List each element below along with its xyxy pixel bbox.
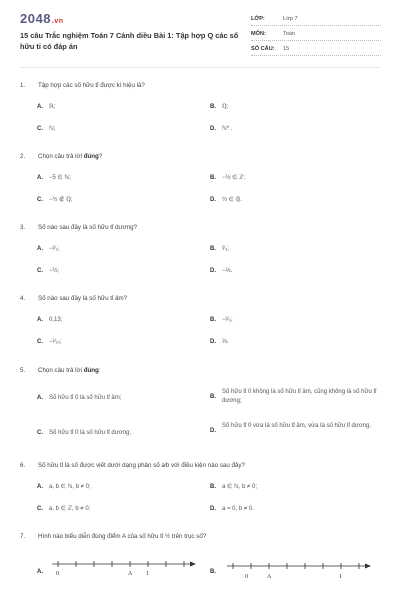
- axis-label-0: 0: [56, 571, 59, 577]
- question-text: 6. Số hữu tỉ là số được viết dưới dạng phân số a⁄b với điều kiện nào sau đây?: [20, 462, 245, 469]
- option-a[interactable]: A. Số hữu tỉ 0 là số hữu tỉ âm;: [37, 395, 122, 401]
- option-c[interactable]: C. −¹⁄₁₀;: [37, 339, 62, 345]
- option-b[interactable]: B. ℚ;: [210, 104, 229, 110]
- option-b[interactable]: B. −½ ∈ ℤ;: [210, 175, 246, 181]
- axis-label-point-a: A: [267, 574, 272, 580]
- question-4: [20, 294, 380, 349]
- option-d[interactable]: D. ½ ∈ ℚ.: [210, 197, 242, 203]
- question-3: [20, 223, 380, 278]
- option-b[interactable]: B. ²⁄₃;: [210, 246, 230, 252]
- question-text: 4. Số nào sau đây là số hữu tỉ âm?: [20, 295, 128, 302]
- document-title: 15 câu Trắc nghiệm Toán 7 Cánh diều Bài 1: Tập hợp Q các số hữu tỉ có đáp án: [20, 31, 239, 51]
- option-d[interactable]: D. ℕ* .: [210, 126, 233, 132]
- axis-label-1: 1: [146, 571, 149, 577]
- option-c[interactable]: C. a, b ∈ ℤ, b ≠ 0;: [37, 506, 91, 512]
- meta-class: LỚP: Lớp 7: [251, 13, 381, 26]
- axis-label-0: 0: [245, 574, 248, 580]
- question-7: [20, 532, 380, 594]
- axis-label-1: 1: [339, 574, 342, 580]
- meta-subject: MÔN: Toán: [251, 28, 381, 41]
- option-d[interactable]: D. ⅓.: [210, 339, 229, 345]
- option-a[interactable]: A. −²⁄₃;: [37, 246, 60, 252]
- question-text: 5. Chọn câu trả lời đúng:: [20, 367, 101, 374]
- option-c[interactable]: C. −½ ∉ ℚ;: [37, 197, 73, 203]
- option-d[interactable]: D. Số hữu tỉ 0 vừa là số hữu tỉ âm, vừa là số hữu tỉ dương.: [210, 423, 372, 434]
- question-text: 3. Số nào sau đây là số hữu tỉ dương?: [20, 224, 138, 231]
- axis-label-point-a: A: [128, 571, 133, 577]
- option-b[interactable]: B. a ∈ ℕ, b ≠ 0;: [210, 484, 258, 490]
- question-5: [20, 366, 380, 448]
- option-c[interactable]: C. Số hữu tỉ 0 là số hữu tỉ dương;: [37, 430, 132, 436]
- question-text: 7. Hình nào biểu diễn đúng điểm A của số hữu tỉ ½ trên trục số?: [20, 533, 207, 540]
- site-logo[interactable]: 2048.vn: [20, 11, 64, 26]
- option-d[interactable]: D. a = 0, b ≠ 0.: [210, 506, 254, 512]
- option-d[interactable]: D. −⅓.: [210, 268, 233, 274]
- option-a[interactable]: A.: [37, 569, 43, 575]
- option-a[interactable]: A. ℝ;: [37, 104, 56, 110]
- option-c[interactable]: C. −½;: [37, 268, 60, 274]
- option-a[interactable]: A. 0,13;: [37, 317, 63, 323]
- option-b[interactable]: B. −²⁄₃;: [210, 317, 233, 323]
- number-line-b: [225, 560, 375, 578]
- option-a[interactable]: A. a, b ∈ ℕ, b ≠ 0;: [37, 484, 91, 490]
- number-line-a: [50, 558, 200, 576]
- question-text: 2. Chọn câu trả lời đúng?: [20, 153, 103, 160]
- question-text: 1. Tập hợp các số hữu tỉ được kí hiệu là?: [20, 82, 145, 89]
- question-2: [20, 152, 380, 207]
- option-a[interactable]: A. −5 ∈ ℕ;: [37, 175, 71, 181]
- document-meta: [251, 13, 381, 58]
- option-c[interactable]: C. ℕ;: [37, 126, 56, 132]
- option-b[interactable]: B. Số hữu tỉ 0 không là số hữu tỉ âm, cũng không là số hữu tỉ dương;: [210, 389, 377, 404]
- question-6: [20, 461, 380, 516]
- meta-question-count: SỐ CÂU: 15: [251, 43, 381, 56]
- question-1: [20, 81, 380, 136]
- header-divider: [20, 67, 380, 68]
- option-b[interactable]: B.: [210, 569, 216, 575]
